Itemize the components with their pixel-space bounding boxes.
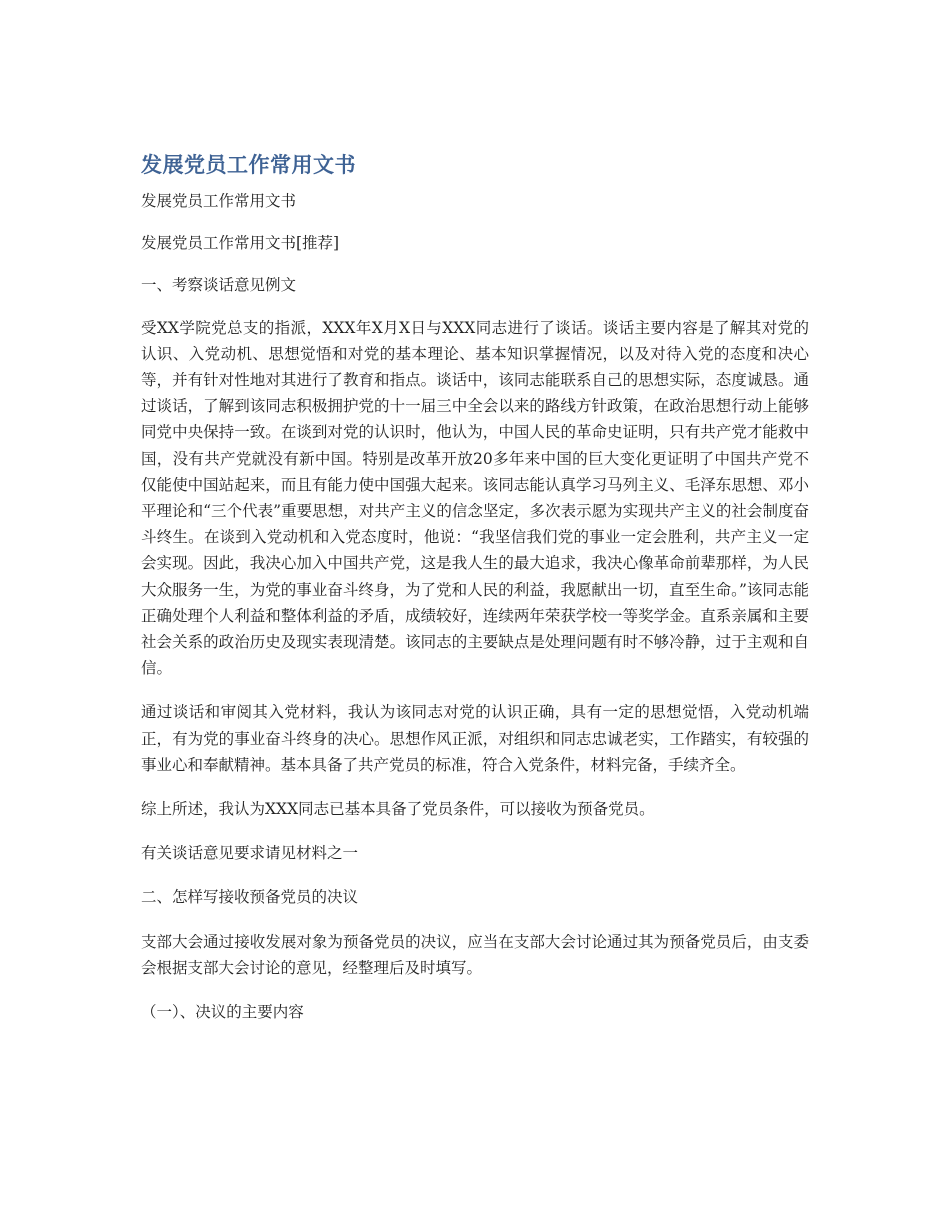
recommended-heading: 发展党员工作常用文书[推荐] (141, 234, 340, 253)
body-paragraph: 综上所述，我认为XXX同志已基本具备了党员条件，可以接收为预备党员。 (141, 800, 655, 819)
document-title: 发展党员工作常用文书 (141, 153, 356, 177)
section-heading-2: 二、怎样写接收预备党员的决议 (141, 888, 359, 907)
body-paragraph: 支部大会通过接收发展对象为预备党员的决议，应当在支部大会讨论通过其为预备党员后，由支委会根据支部大会讨论的意见，经整理后及时填写。 (141, 932, 809, 977)
body-paragraph: 通过谈话和审阅其入党材料，我认为该同志对党的认识正确，具有一定的思想觉悟，入党动机端正，有为党的事业奋斗终身的决心。思想作风正派，对组织和同志忠诚老实，工作踏实，有较强的事业心和奉献精神。基本具备了共产党员的标准，符合入党条件，材料完备，手续齐全。 (141, 703, 809, 774)
document-body (141, 150, 809, 1043)
subsection-heading: （一）、决议的主要内容 (141, 1003, 304, 1022)
subtitle: 发展党员工作常用文书 (141, 192, 297, 210)
body-paragraph: 有关谈话意见要求请见材料之一 (141, 844, 359, 863)
body-paragraph: 受XX学院党总支的指派，XXX年X月X日与XXX同志进行了谈话。谈话主要内容是了解其对党的认识、入党动机、思想觉悟和对党的基本理论、基本知识掌握情况，以及对待入党的态度和决心等，并有针对性地对其进行了教育和指点。谈话中，该同志能联系自己的思想实际，态度诚恳。通过谈话，了解到该同志积极拥护党的十一届三中全会以来的路线方针政策，在政治思想行动上能够同党中央保持一致。在谈到对党的认识时，他认为，中国人民的革命史证明，只有共产党才能救中国，没有共产党就没有新中国。特别是改革开放20多年来中国的巨大变化更证明了中国共产党不仅能使中国站起来，而且有能力使中国强大起来。该同志能认真学习马列主义、毛泽东思想、邓小平理论和“三个代表”重要思想，对共产主义的信念坚定，多次表示愿为实现共产主义的社会制度奋斗终生。在谈到入党动机和入党态度时，他说：“我坚信我们党的事业一定会胜利，共产主义一定会实现。因此，我决心加入中国共产党，这是我人生的最大追求，我决心像革命前辈那样，为人民大众服务一生，为党的事业奋斗终身，为了党和人民的利益，我愿献出一切，直至生命。”该同志能正确处理个人利益和整体利益的矛盾，成绩较好，连续两年荣获学校一等奖学金。直系亲属和主要社会关系的政治历史及现实表现清楚。该同志的主要缺点是处理问题有时不够冷静，过于主观和自信。 (141, 318, 809, 678)
section-heading-1: 一、考察谈话意见例文 (141, 276, 297, 295)
